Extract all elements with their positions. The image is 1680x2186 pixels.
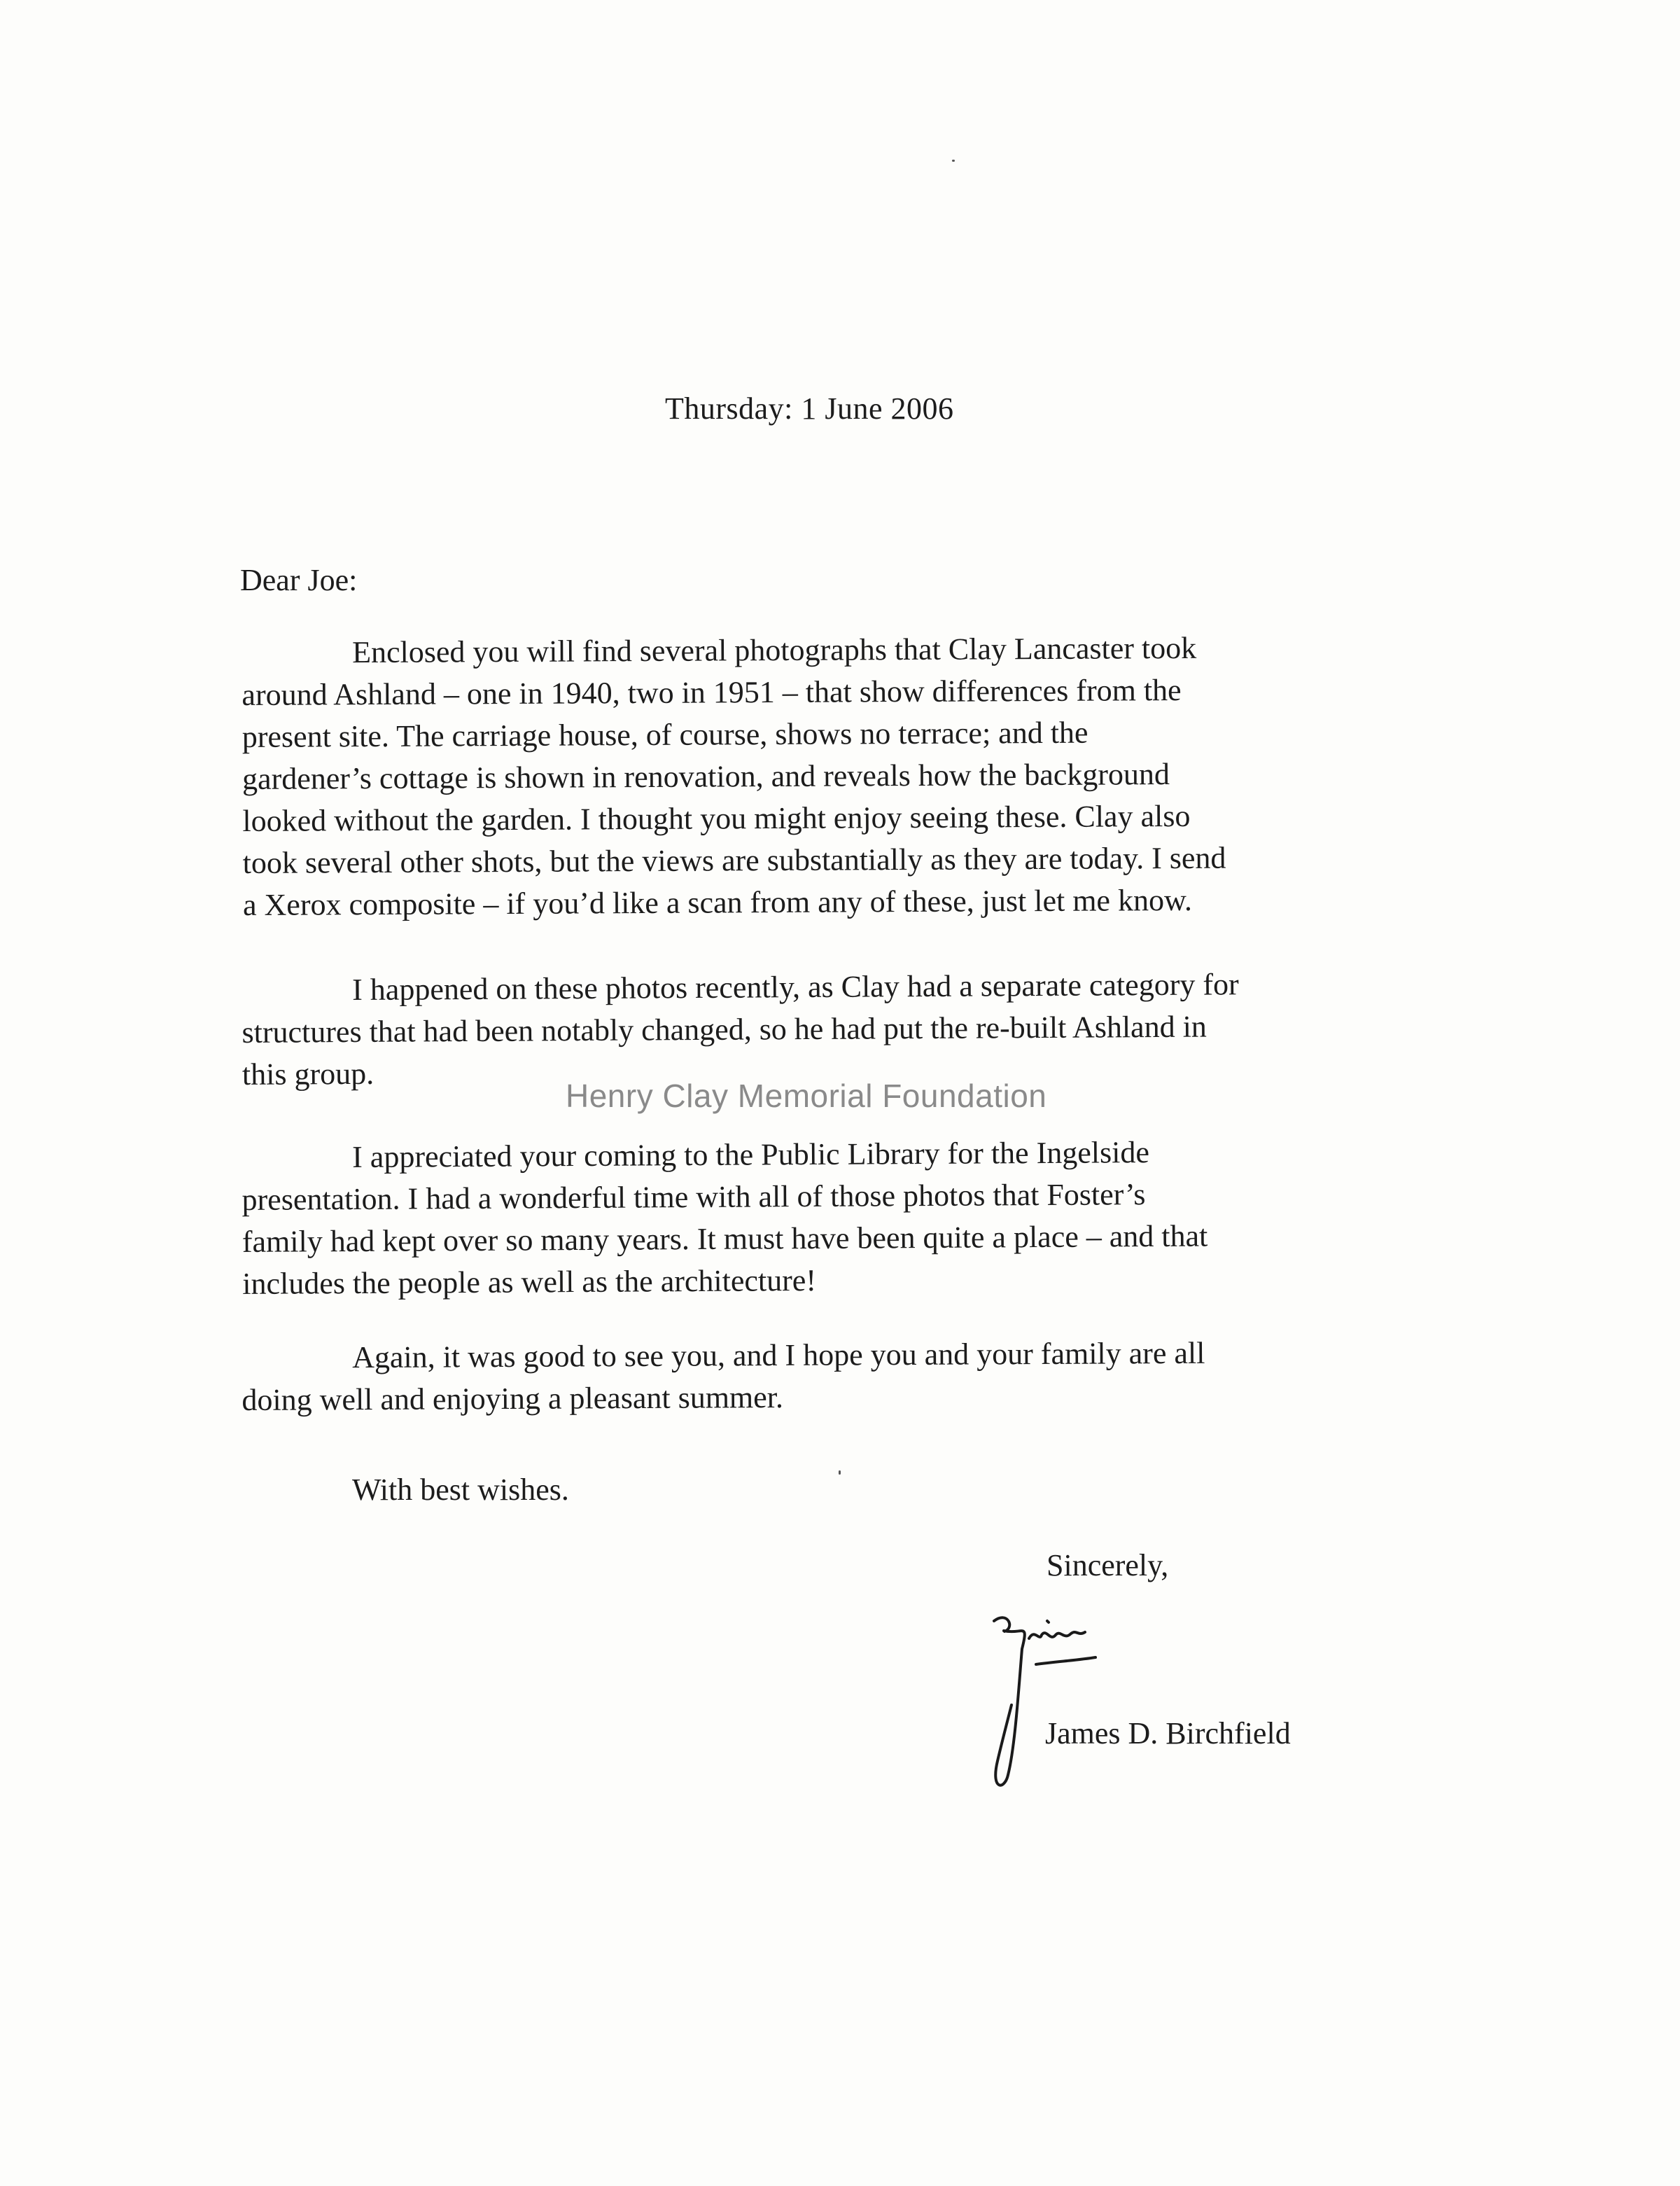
paragraph-line: Again, it was good to see you, and I hope you and your family are all (352, 1335, 1205, 1375)
paragraph-line: structures that had been notably changed, so he had put the re-built Ashland in (241, 1009, 1207, 1050)
paragraph-happened-on-photos (241, 962, 1446, 1096)
watermark: Henry Clay Memorial Foundation (566, 1078, 1047, 1114)
closing-wish: With best wishes. (352, 1473, 569, 1507)
paragraph-library-presentation (241, 1129, 1446, 1305)
paragraph-line: present site. The carriage house, of course, shows no terrace; and the (241, 715, 1088, 754)
paragraph-line: family had kept over so many years. It must have been quite a place – and that (241, 1218, 1208, 1259)
scan-speck (839, 1470, 841, 1475)
paragraph-good-to-see-you (241, 1331, 1446, 1421)
paragraph-line: includes the people as well as the architecture! (242, 1262, 817, 1301)
signer-name: James D. Birchfield (1045, 1716, 1291, 1750)
closing: Sincerely, (1046, 1548, 1169, 1582)
paragraph-line: around Ashland – one in 1940, two in 1951 – that show differences from the (241, 672, 1182, 712)
paragraph-line: presentation. I had a wonderful time with all of those photos that Foster’s (241, 1177, 1146, 1217)
paragraph-enclosed-photos (241, 626, 1447, 926)
paragraph-line: doing well and enjoying a pleasant summer. (241, 1379, 784, 1417)
paragraph-line: gardener’s cottage is shown in renovation, and reveals how the background (241, 757, 1170, 796)
paragraph-line: this group. (241, 1056, 374, 1092)
paragraph-line: Enclosed you will find several photographs that Clay Lancaster took (352, 630, 1197, 670)
letter-date: Thursday: 1 June 2006 (665, 391, 954, 426)
paragraph-line: looked without the garden. I thought you might enjoy seeing these. Clay also (242, 798, 1191, 838)
paragraph-line: I appreciated your coming to the Public Library for the Ingelside (352, 1135, 1150, 1175)
scan-speck (952, 160, 955, 162)
paragraph-line: I happened on these photos recently, as Clay had a separate category for (352, 967, 1239, 1008)
paragraph-line: took several other shots, but the views are substantially as they are today. I send (242, 840, 1226, 880)
salutation: Dear Joe: (240, 563, 358, 597)
paragraph-line: a Xerox composite – if you’d like a scan from any of these, just let me know. (242, 882, 1193, 922)
handwritten-signature (980, 1607, 1148, 1803)
